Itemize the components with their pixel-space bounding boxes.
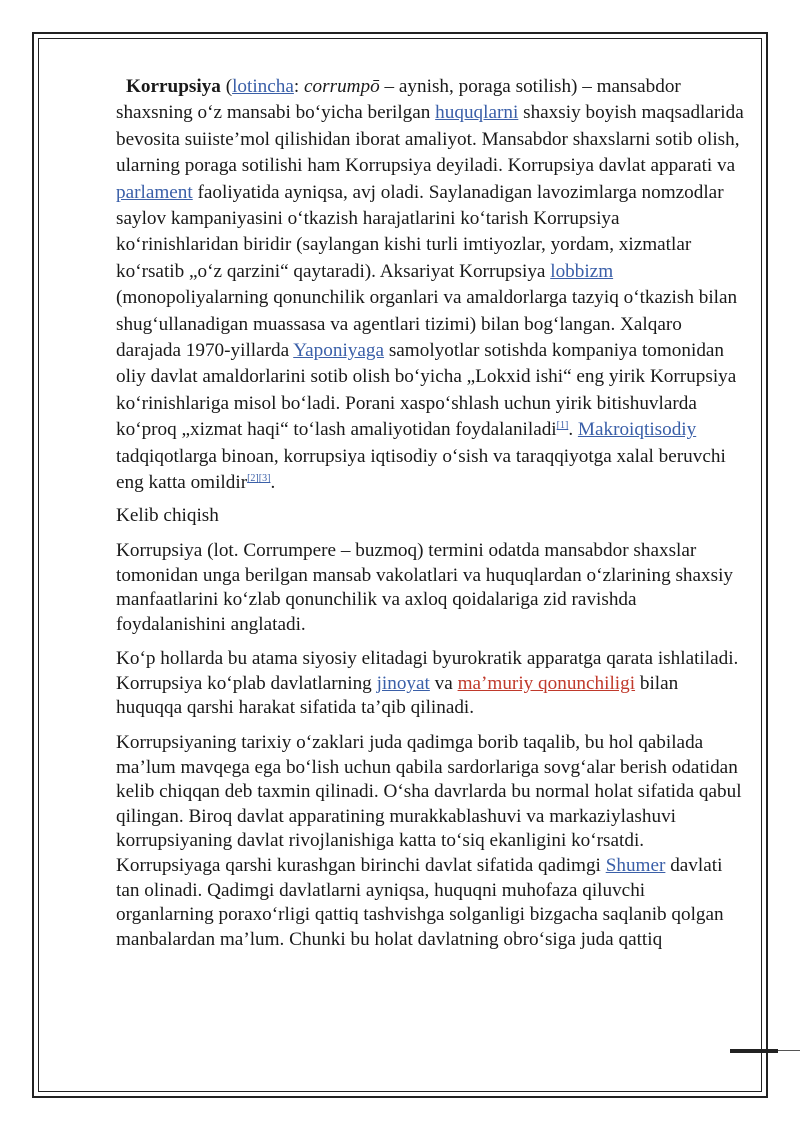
section-heading: Kelib chiqish <box>116 504 219 526</box>
footnote-ref-3[interactable]: [3] <box>258 473 271 485</box>
usage-paragraph: Ko‘p hollarda bu atama siyosiy elitadagi byurokratik apparatga qarata ishlatiladi. Korrupsiya ko‘plab davlatlarning jinoyat va ma’muriy qonunchiligi bilan huquqqa qarshi harakat sifatida ta’qib qilinadi. <box>116 648 739 719</box>
link-lobbizm[interactable]: lobbizm <box>550 260 614 282</box>
footnote-ref-2[interactable]: [2] <box>247 473 259 485</box>
link-shumer[interactable]: Shumer <box>605 855 666 877</box>
link-huquqlarni[interactable]: huquqlarni <box>435 102 519 124</box>
link-mamuriy-qonunchiligi[interactable]: ma’muriy qonunchiligi <box>457 672 636 694</box>
footnote-ref-1[interactable]: [1] <box>556 420 569 432</box>
origin-paragraph: Korrupsiya (lot. Corrumpere – buzmoq) termini odatda mansabdor shaxslar tomonidan unga berilgan mansab vakolatlari va huquqlardan o‘zlarining shaxsiy manfaatlarini ko‘zlab qonunchilik va axloq qoidalariga zid ravishda foydalanishini anglatadi. <box>116 539 734 635</box>
latin-word: corrumpō <box>304 76 380 97</box>
link-jinoyat[interactable]: jinoyat <box>376 672 430 694</box>
link-lotincha[interactable]: lotincha <box>232 76 294 97</box>
link-yaponiyaga[interactable]: Yaponiyaga <box>293 340 385 362</box>
history-paragraph: Korrupsiyaning tarixiy o‘zaklari juda qadimga borib taqalib, bu hol qabilada ma’lum mavqega ega bo‘lish uchun qabila sardorlariga sovg‘alar berish odatidan kelib chiqqan deb taxmin qilinadi. O‘sha davrlarda bu normal holat sifatida qabul qilingan. Biroq davlat apparatining murakkablashuvi va markaziylashuvi korrupsiyaning davlat rivojlanishiga katta to‘siq ekanligini ko‘rsatdi. Korrupsiyaga qarshi kurashgan birinchi davlat sifatida qadimgi Shumer davlati tan olinadi. Qadimgi davlatlarni ayniqsa, huquqni muhofaza qiluvchi organlarning poraxo‘rligi qattiq tashvishga solganligi bizgacha saqlanib qolgan manbalardan ma’lum. Chunki bu holat davlatning obro‘siga juda qattiq <box>116 732 742 950</box>
page-corner-line <box>778 1050 800 1051</box>
article-body <box>116 74 746 952</box>
term-bold: Korrupsiya <box>126 76 221 97</box>
link-parlament[interactable]: parlament <box>116 181 193 203</box>
intro-paragraph: Korrupsiya (lotincha: corrumpō – aynish, poraga sotilish) – mansabdor shaxsning o‘z mansabi bo‘yicha berilgan huquqlarni shaxsiy boyish maqsadlarida bevosita suiiste’mol qilishidan iborat amaliyot. Mansabdor shaxslarni sotib olish, ularning poraga sotilishi ham Korrupsiya deyiladi. Korrupsiya davlat apparati va parlament faoliyatida ayniqsa, avj oladi. Saylanadigan lavozimlarga nomzodlar saylov kampaniyasini o‘tkazish harajatlarini ko‘tarish Korrupsiya ko‘rinishlaridan biridir (saylangan kishi turli imtiyozlar, yordam, xizmatlar ko‘rsatib „o‘z qarzini“ qaytaradi). Aksariyat Korrupsiya lobbizm (monopoliyalarning qonunchilik organlari va amaldorlarga tazyiq o‘tkazish bilan shug‘ullanadigan muassasa va agentlari tizimi) bilan bog‘langan. Xalqaro darajada 1970-yillarda Yaponiyaga samolyotlar sotishda kompaniya tomonidan oliy davlat amaldorlarini sotib olish bo‘yicha „Lokxid ishi“ eng yirik Korrupsiya ko‘rinishlariga misol bo‘ladi. Porani xaspo‘shlash uchun yirik bitishuvlarda ko‘proq „xizmat haqi“ to‘lash amaliyotidan foydalaniladi[1]. Makroiqtisodiy tadqiqotlarga binoan, korrupsiya iqtisodiy o‘sish va taraqqiyotga xalal beruvchi eng katta omildir[2][3]. <box>116 76 744 494</box>
link-makroiqtisodiy[interactable]: Makroiqtisodiy <box>577 419 697 441</box>
page-corner-mark <box>730 1049 778 1053</box>
